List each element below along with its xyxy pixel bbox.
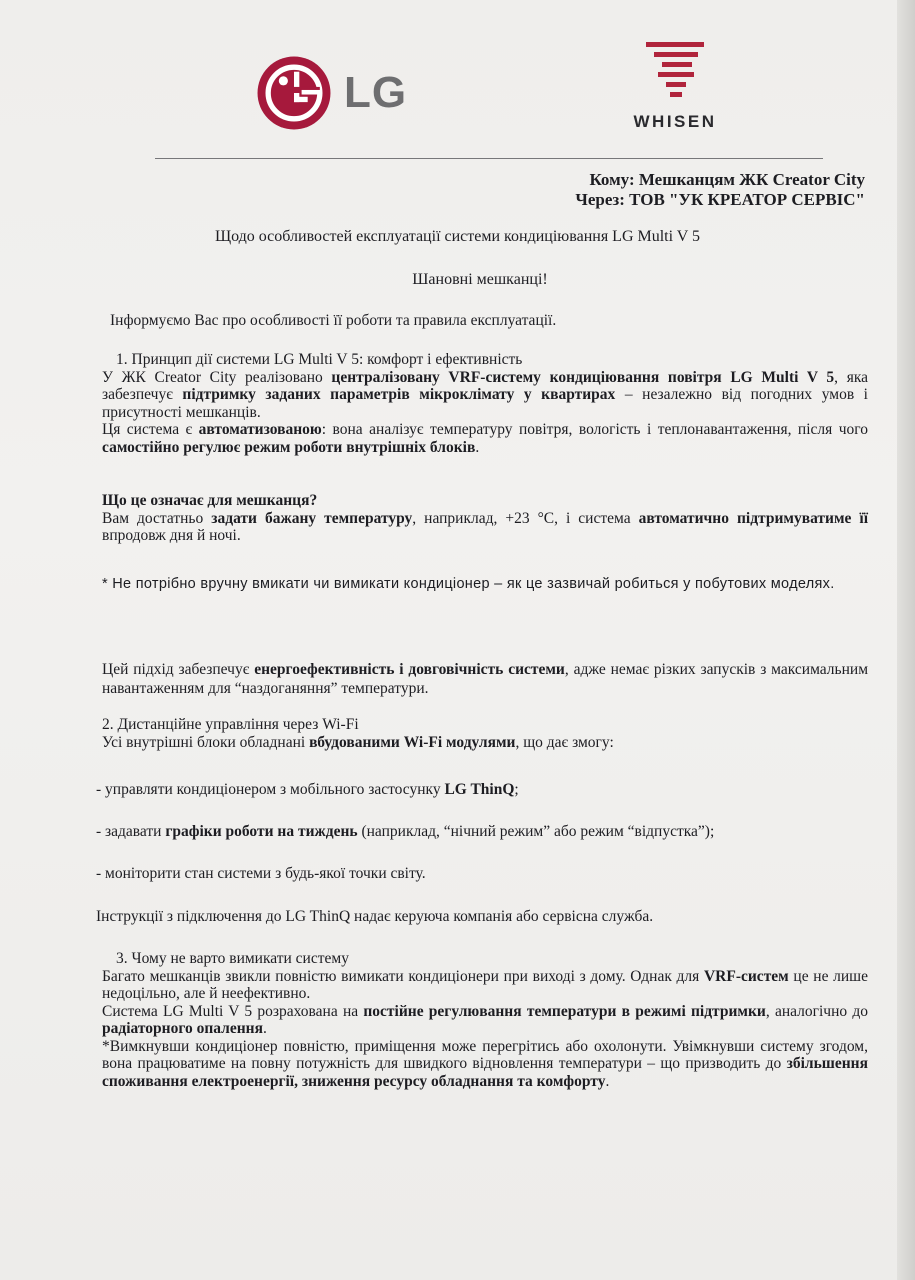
whisen-logo [620,40,730,132]
section-3-paragraph-1: Багато мешканців звикли повністю вимикати кондиціонери при виході з дому. Однак для VRF-систем це не лише недоцільно, але й неефективно. [102,967,868,1002]
list-item: - задавати графіки роботи на тиждень (наприклад, “нічний режим” або режим “відпустка”); [96,823,715,840]
section-2-paragraph: Усі внутрішні блоки обладнані вбудованими Wi-Fi модулями, що дає змогу: [102,733,614,751]
page-shadow-edge [897,0,915,1280]
whisen-logo-text: WHISEN [633,112,717,131]
meaning-note-text: * Не потрібно вручну вмикати чи вимикати кондиціонер – як це зазвичай робиться у побутових моделях. [102,576,835,592]
lg-logo-text: LG [344,68,408,117]
intro-paragraph [110,312,876,330]
letter-subject: Щодо особливостей експлуатації системи кондиціювання LG Multi V 5 [214,228,701,245]
addressee-block [575,170,865,210]
section-2 [102,716,868,751]
intro-text: Інформуємо Вас про особливості її роботи та правила експлуатації. [110,312,557,329]
lg-logo [256,52,407,134]
letter-greeting: Шановні мешканці! [412,271,548,288]
section-3-paragraph-2: Система LG Multi V 5 розрахована на постійне регулювання температури в режимі підтримки, аналогічно до радіаторного опалення. [102,1002,868,1037]
whisen-mark-icon [640,40,710,104]
meaning-section [102,492,868,545]
lg-face-icon [256,55,332,131]
section-3-paragraph-3: *Вимкнувши кондиціонер повністю, приміщення може перегрітись або охолонути. Увімкнувши систему згодом, вона працюватиме на повну потужність для швидкого відновлення температури – що призводить до збільшення споживання електроенергії, зниження ресурсу обладнання та комфорту. [102,1037,868,1090]
meaning-note [102,575,868,594]
header-divider [155,158,823,159]
to-line: Кому: Мешканцям ЖК Creator City [589,170,865,189]
section-3 [102,950,868,1090]
meaning-heading: Що це означає для мешканця? [102,492,318,509]
section-1-paragraph-1: У ЖК Creator City реалізовано централізовану VRF-систему кондиціювання повітря LG Multi V 5, яка забезпечує підтримку заданих параметрів мікроклімату у квартирах – незалежно від погодних умов і присутності мешканців. [102,368,869,421]
list-item: - моніторити стан системи з будь-якої точки світу. [96,865,426,882]
section-2-heading: 2. Дистанційне управління через Wi-Fi [102,716,359,733]
meaning-paragraph: Вам достатньо задати бажану температуру, наприклад, +23 °C, і система автоматично підтримуватиме її впродовж дня й ночі. [102,509,869,544]
list-item: - управляти кондиціонером з мобільного застосунку LG ThinQ; [96,781,519,798]
section-1 [102,351,868,456]
section-1-heading: 1. Принцип дії системи LG Multi V 5: комфорт і ефективність [116,351,523,368]
section-1-paragraph-2: Ця система є автоматизованою: вона аналізує температуру повітря, вологість і теплонавантаження, після чого самостійно регулює режим роботи внутрішніх блоків. [102,421,868,456]
efficiency-paragraph: Цей підхід забезпечує енергоефективність і довговічність системи, адже немає різких запусків з максимальним навантаженням для “наздоганяння” температури. [102,661,869,697]
section-3-heading: 3. Чому не варто вимикати систему [116,950,349,967]
instructions-paragraph: Інструкції з підключення до LG ThinQ надає керуюча компанія або сервісна служба. [96,908,654,925]
via-line: Через: ТОВ "УК КРЕАТОР СЕРВІС" [575,190,865,209]
